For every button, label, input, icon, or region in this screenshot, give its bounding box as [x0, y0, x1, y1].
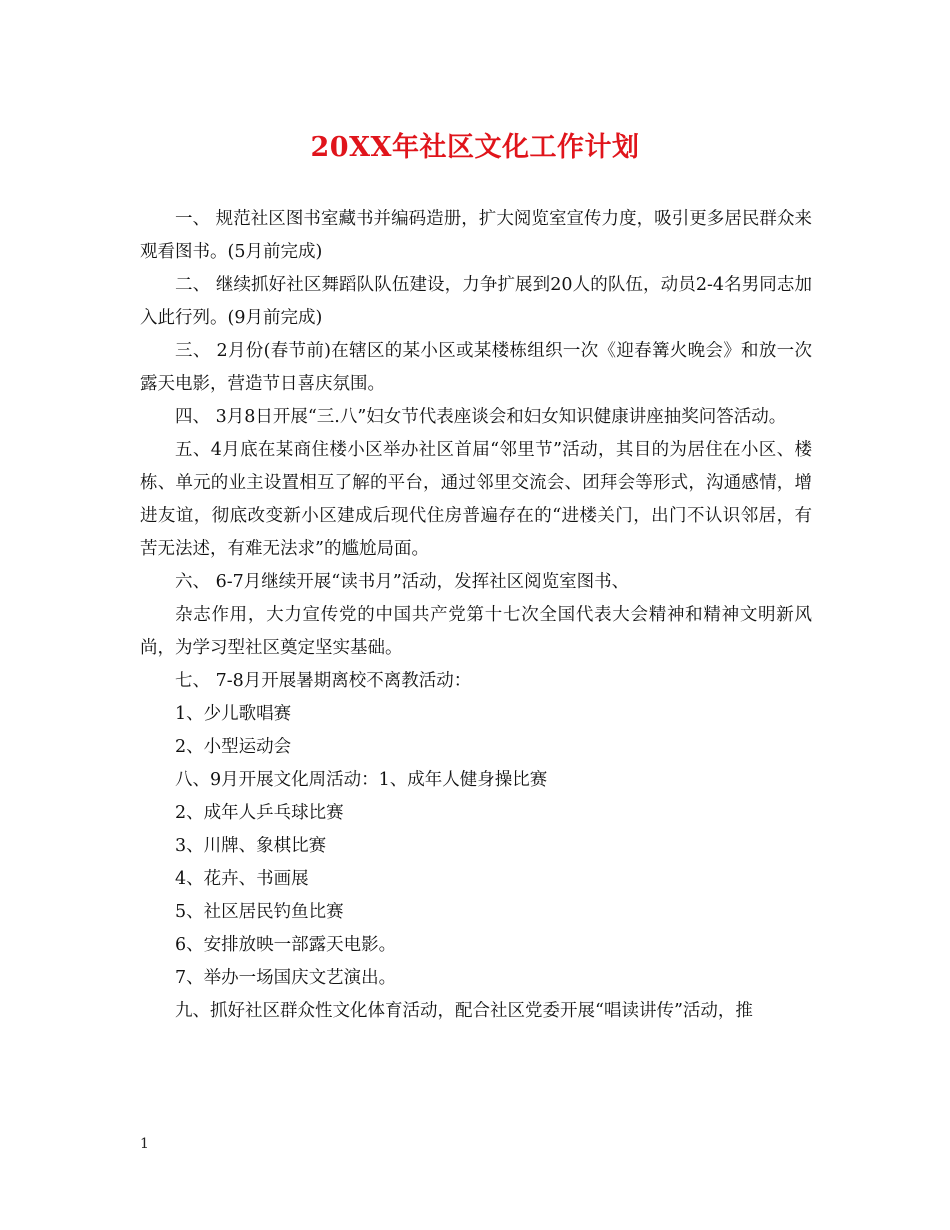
- list-item: 5、社区居民钓鱼比赛: [175, 902, 344, 922]
- paragraph-6-continued: 杂志作用，大力宣传党的中国共产党第十七次全国代表大会精神和精神文明新风尚，为学习型社区奠定坚实基础。: [140, 605, 812, 658]
- paragraph-2: 二、 继续抓好社区舞蹈队队伍建设，力争扩展到20人的队伍，动员2-4名男同志加入此行列。(9月前完成): [140, 275, 812, 328]
- list-item: 7、举办一场国庆文艺演出。: [175, 968, 397, 988]
- list-item: 4、花卉、书画展: [175, 869, 309, 889]
- document-body: [140, 203, 812, 1028]
- paragraph-1: 一、 规范社区图书室藏书并编码造册，扩大阅览室宣传力度，吸引更多居民群众来观看图书。(5月前完成): [140, 209, 812, 262]
- paragraph-9: 九、抓好社区群众性文化体育活动，配合社区党委开展“唱读讲传”活动，推: [175, 1001, 753, 1021]
- paragraph-8: 八、9月开展文化周活动：1、成年人健身操比赛: [175, 770, 548, 790]
- page-number: 1: [140, 1136, 149, 1152]
- list-item: 6、安排放映一部露天电影。: [175, 935, 397, 955]
- list-item: 3、川牌、象棋比赛: [175, 836, 327, 856]
- paragraph-5: 五、4月底在某商住楼小区举办社区首届“邻里节”活动，其目的为居住在小区、楼栋、单元的业主设置相互了解的平台，通过邻里交流会、团拜会等形式，沟通感情，增进友谊，彻底改变新小区建成后现代住房普遍存在的“进楼关门，出门不认识邻居，有苦无法述，有难无法求”的尴尬局面。: [140, 440, 812, 559]
- paragraph-3: 三、 2月份(春节前)在辖区的某小区或某楼栋组织一次《迎春篝火晚会》和放一次露天电影，营造节日喜庆氛围。: [140, 341, 812, 394]
- paragraph-7: 七、 7-8月开展暑期离校不离教活动：: [175, 671, 472, 691]
- list-item: 2、成年人乒乓球比赛: [175, 803, 344, 823]
- list-item: 2、小型运动会: [175, 737, 292, 757]
- list-item: 1、少儿歌唱赛: [175, 704, 292, 724]
- document-title: 20XX年社区文化工作计划: [310, 132, 640, 163]
- paragraph-6: 六、 6-7月继续开展“读书月”活动，发挥社区阅览室图书、: [175, 572, 630, 592]
- paragraph-4: 四、 3月8日开展“三.八”妇女节代表座谈会和妇女知识健康讲座抽奖问答活动。: [175, 407, 787, 427]
